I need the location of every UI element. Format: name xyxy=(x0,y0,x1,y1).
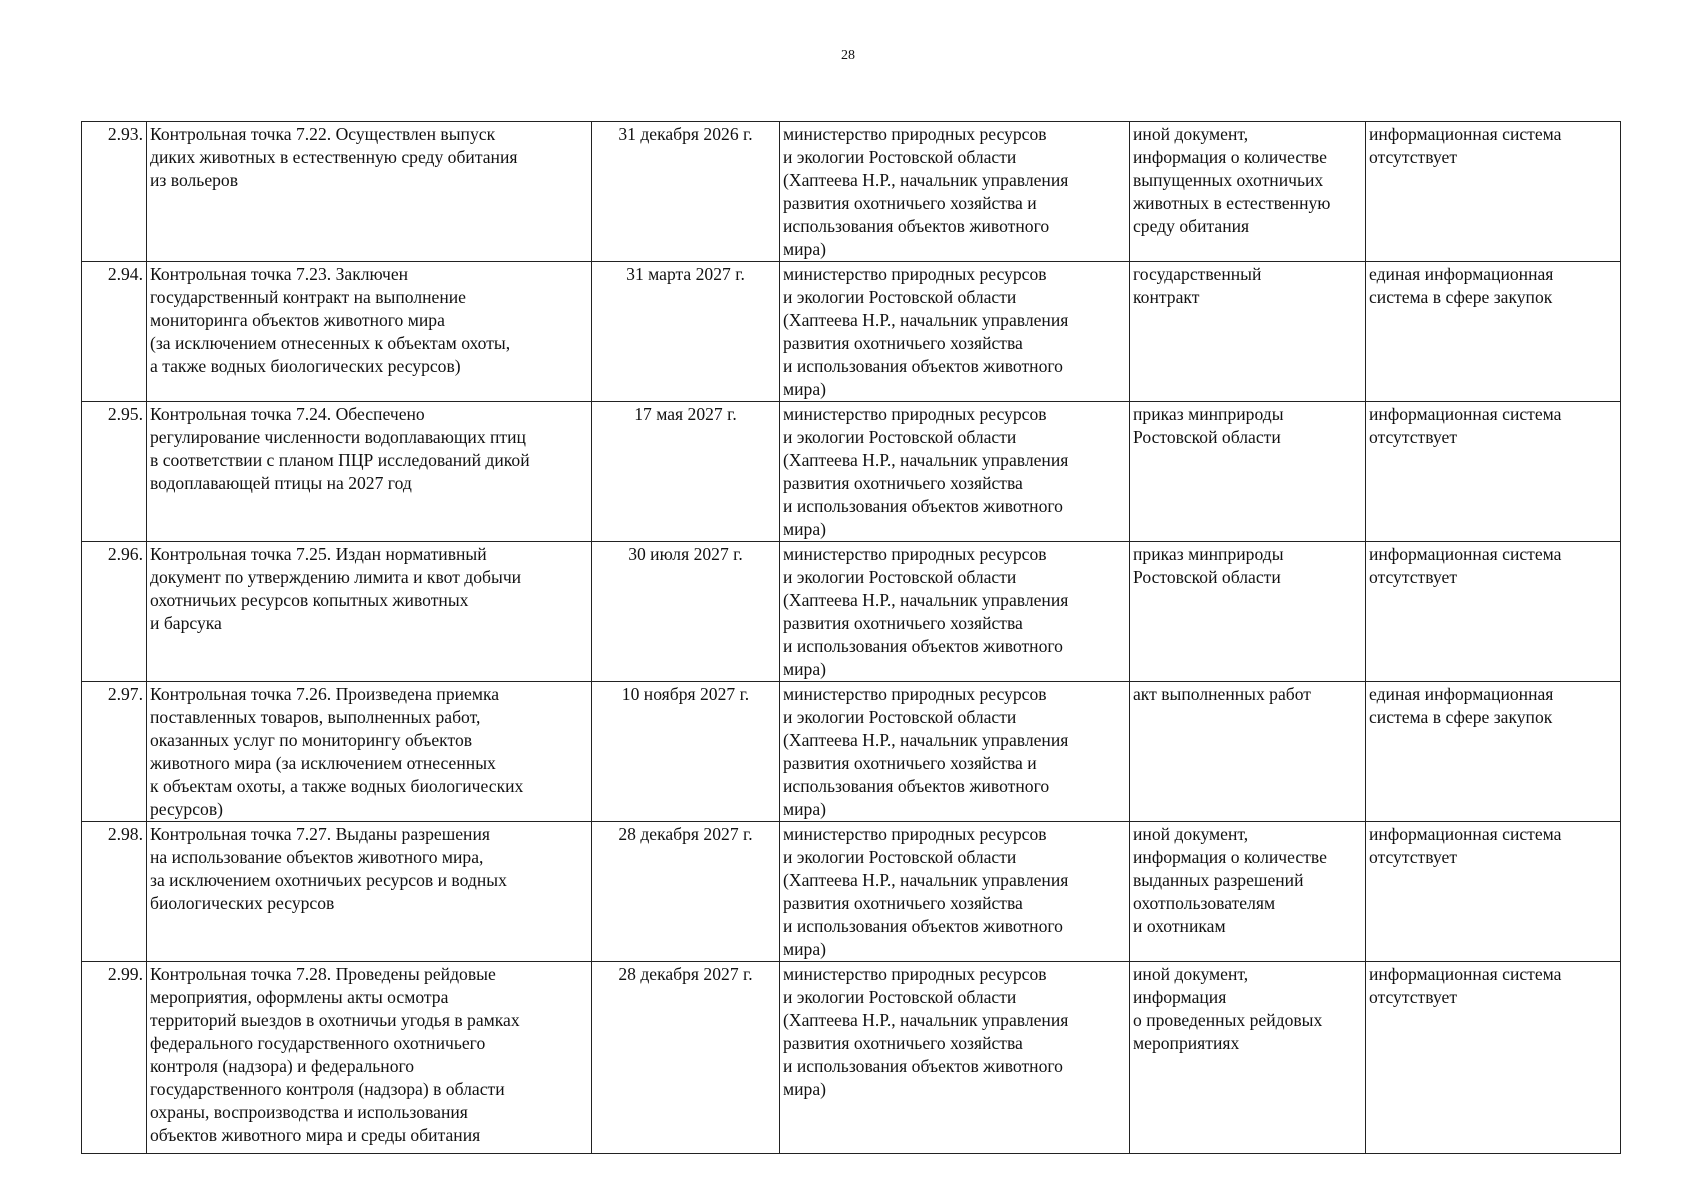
control-point-name: Контрольная точка 7.23. Заключен государственный контракт на выполнение мониторинга объектов животного мира (за исключением отнесенных к объектам охоты, а также водных биологических ресурсов) xyxy=(147,262,592,402)
row-number: 2.97. xyxy=(82,682,147,822)
information-system: информационная система отсутствует xyxy=(1366,962,1621,1154)
document-type: иной документ, информация о проведенных рейдовых мероприятиях xyxy=(1130,962,1366,1154)
due-date: 31 декабря 2026 г. xyxy=(592,122,780,262)
responsible-executor: министерство природных ресурсов и экологии Ростовской области (Хаптеева Н.Р., начальник управления развития охотничьего хозяйства и использования объектов животного мира) xyxy=(780,682,1130,822)
document-type: приказ минприроды Ростовской области xyxy=(1130,402,1366,542)
row-number: 2.94. xyxy=(82,262,147,402)
control-point-name: Контрольная точка 7.26. Произведена приемка поставленных товаров, выполненных работ, оказанных услуг по мониторингу объектов животного мира (за исключением отнесенных к объектам охоты, а также водных биологических ресурсов) xyxy=(147,682,592,822)
control-point-name: Контрольная точка 7.22. Осуществлен выпуск диких животных в естественную среду обитания из вольеров xyxy=(147,122,592,262)
document-type: государственный контракт xyxy=(1130,262,1366,402)
due-date: 31 марта 2027 г. xyxy=(592,262,780,402)
document-type: приказ минприроды Ростовской области xyxy=(1130,542,1366,682)
responsible-executor: министерство природных ресурсов и экологии Ростовской области (Хаптеева Н.Р., начальник управления развития охотничьего хозяйства и использования объектов животного мира) xyxy=(780,262,1130,402)
information-system: информационная система отсутствует xyxy=(1366,542,1621,682)
row-number: 2.99. xyxy=(82,962,147,1154)
control-point-name: Контрольная точка 7.27. Выданы разрешения на использование объектов животного мира, за исключением охотничьих ресурсов и водных биологических ресурсов xyxy=(147,822,592,962)
row-number: 2.95. xyxy=(82,402,147,542)
row-number: 2.96. xyxy=(82,542,147,682)
control-points-table xyxy=(81,121,1621,1154)
row-number: 2.93. xyxy=(82,122,147,262)
due-date: 30 июля 2027 г. xyxy=(592,542,780,682)
information-system: единая информационная система в сфере закупок xyxy=(1366,262,1621,402)
due-date: 28 декабря 2027 г. xyxy=(592,822,780,962)
responsible-executor: министерство природных ресурсов и экологии Ростовской области (Хаптеева Н.Р., начальник управления развития охотничьего хозяйства и использования объектов животного мира) xyxy=(780,122,1130,262)
row-number: 2.98. xyxy=(82,822,147,962)
table-row xyxy=(82,262,1621,402)
table-row xyxy=(82,122,1621,262)
information-system: информационная система отсутствует xyxy=(1366,122,1621,262)
information-system: информационная система отсутствует xyxy=(1366,402,1621,542)
information-system: информационная система отсутствует xyxy=(1366,822,1621,962)
control-point-name: Контрольная точка 7.24. Обеспечено регулирование численности водоплавающих птиц в соответствии с планом ПЦР исследований дикой водоплавающей птицы на 2027 год xyxy=(147,402,592,542)
document-type: иной документ, информация о количестве выпущенных охотничьих животных в естественную среду обитания xyxy=(1130,122,1366,262)
control-point-name: Контрольная точка 7.28. Проведены рейдовые мероприятия, оформлены акты осмотра территорий выездов в охотничьи угодья в рамках федерального государственного охотничьего контроля (надзора) и федерального государственного контроля (надзора) в области охраны, воспроизводства и использования объектов животного мира и среды обитания xyxy=(147,962,592,1154)
table-row xyxy=(82,402,1621,542)
responsible-executor: министерство природных ресурсов и экологии Ростовской области (Хаптеева Н.Р., начальник управления развития охотничьего хозяйства и использования объектов животного мира) xyxy=(780,962,1130,1154)
page-number: 28 xyxy=(841,48,855,63)
table-row xyxy=(82,682,1621,822)
document-type: иной документ, информация о количестве выданных разрешений охотпользователям и охотникам xyxy=(1130,822,1366,962)
due-date: 17 мая 2027 г. xyxy=(592,402,780,542)
control-point-name: Контрольная точка 7.25. Издан нормативный документ по утверждению лимита и квот добычи охотничьих ресурсов копытных животных и барсука xyxy=(147,542,592,682)
table-row xyxy=(82,822,1621,962)
due-date: 28 декабря 2027 г. xyxy=(592,962,780,1154)
information-system: единая информационная система в сфере закупок xyxy=(1366,682,1621,822)
document-type: акт выполненных работ xyxy=(1130,682,1366,822)
due-date: 10 ноября 2027 г. xyxy=(592,682,780,822)
table-row xyxy=(82,542,1621,682)
responsible-executor: министерство природных ресурсов и экологии Ростовской области (Хаптеева Н.Р., начальник управления развития охотничьего хозяйства и использования объектов животного мира) xyxy=(780,542,1130,682)
responsible-executor: министерство природных ресурсов и экологии Ростовской области (Хаптеева Н.Р., начальник управления развития охотничьего хозяйства и использования объектов животного мира) xyxy=(780,402,1130,542)
table-row xyxy=(82,962,1621,1154)
responsible-executor: министерство природных ресурсов и экологии Ростовской области (Хаптеева Н.Р., начальник управления развития охотничьего хозяйства и использования объектов животного мира) xyxy=(780,822,1130,962)
